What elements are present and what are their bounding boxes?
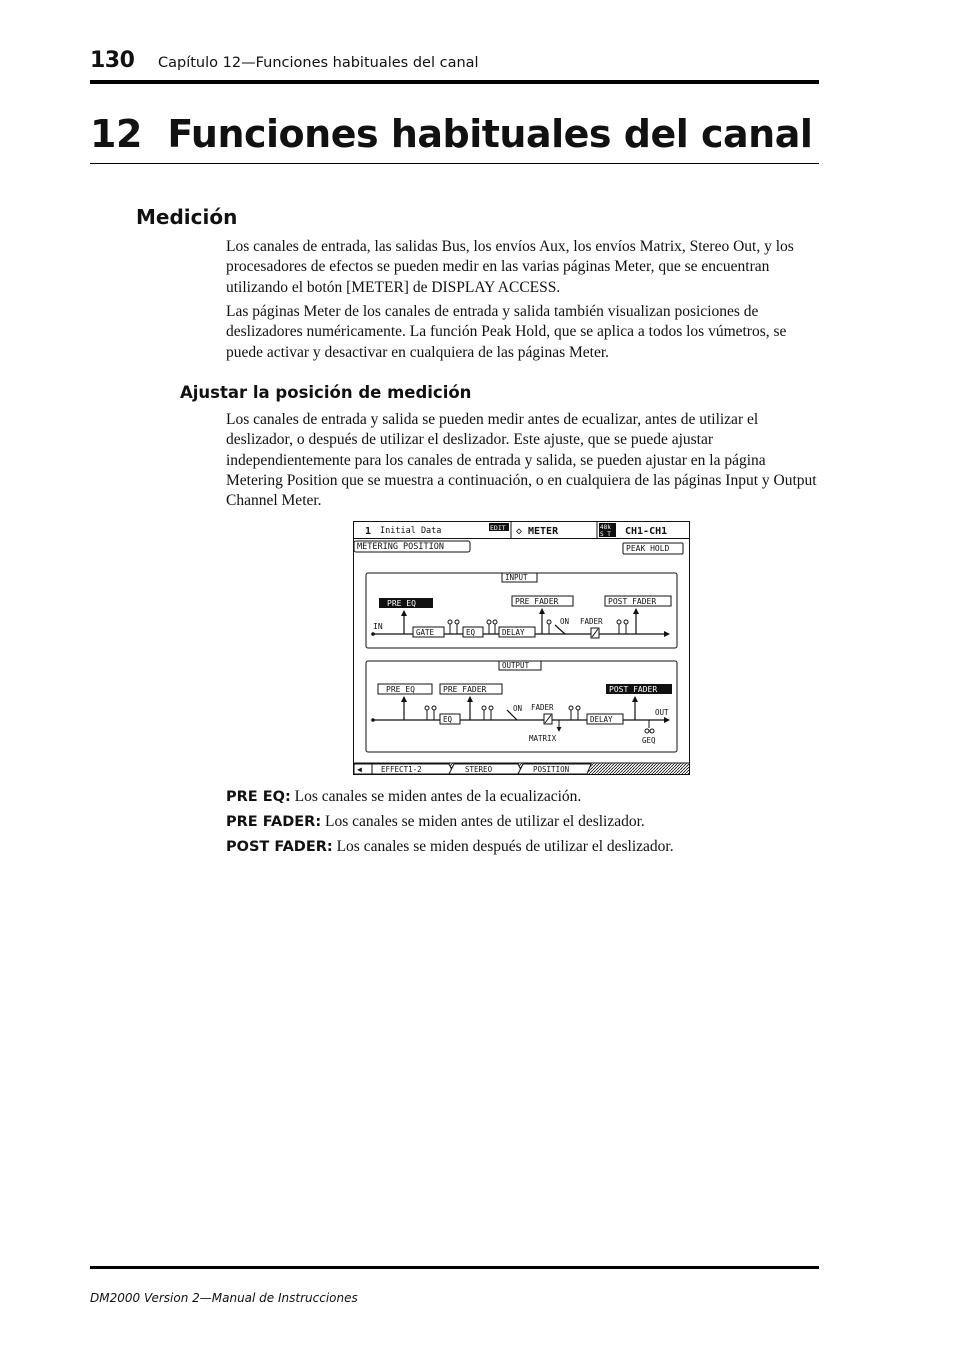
input-title: INPUT	[505, 573, 528, 582]
output-fader-label: FADER	[531, 703, 554, 712]
definition-list	[226, 787, 818, 862]
output-geq-label: GEQ	[642, 736, 656, 745]
output-pre-eq-label: PRE EQ	[386, 685, 415, 694]
definition-term: POST FADER:	[226, 839, 333, 855]
running-header: Capítulo 12—Funciones habituales del canal	[158, 55, 479, 71]
definition-post-fader	[226, 837, 818, 862]
tab-stereo-label: STEREO	[465, 765, 493, 774]
output-eq-label: EQ	[443, 715, 453, 724]
output-out-label: OUT	[655, 708, 669, 717]
scene-name: Initial Data	[380, 526, 442, 536]
rate-bottom: S T	[600, 531, 611, 538]
definition-pre-eq	[226, 787, 818, 812]
definition-term: PRE EQ:	[226, 789, 291, 805]
page-title: METER	[528, 526, 559, 537]
section-paragraph-2: Las páginas Meter de los canales de entrada y salida también visualizan posiciones de deslizadores numéricamente. La función Peak Hold, que se aplica a todos los vúmetros, se puede activar y desactivar en cualquiera de las páginas Meter.	[226, 303, 787, 361]
scroll-left-icon: ◀	[357, 765, 362, 774]
channel-label: CH1-CH1	[625, 526, 668, 537]
output-post-fader-label: POST FADER	[609, 685, 658, 694]
input-eq-label: EQ	[466, 628, 476, 637]
output-on-label: ON	[513, 704, 523, 713]
input-post-fader-label: POST FADER	[608, 597, 657, 606]
definition-term: PRE FADER:	[226, 814, 322, 830]
definition-text: Los canales se miden antes de utilizar el deslizador.	[325, 813, 645, 830]
section-paragraph-1: Los canales de entrada, las salidas Bus, los envíos Aux, los envíos Matrix, Stereo Out, y los procesadores de efectos se pueden medir en las varias páginas Meter, que se encuentran utilizando el botón [METER] de DISPLAY ACCESS.	[226, 238, 794, 296]
definition-text: Los canales se miden antes de la ecualización.	[294, 788, 582, 805]
metering-position-screen	[353, 521, 690, 775]
subsection-paragraph: Los canales de entrada y salida se pueden medir antes de ecualizar, antes de utilizar el deslizador, o después de utilizar el deslizador. Este ajuste, que se puede ajustar independientemente para los canales de entrada y salida, se pueden ajustar en la página Metering Position que se muestra a continuación, o en cualquiera de las páginas Input y Output Channel Meter.	[226, 411, 817, 510]
definition-text: Los canales se miden después de utilizar el deslizador.	[336, 838, 674, 855]
subsection-heading: Ajustar la posición de medición	[180, 383, 472, 402]
output-matrix-label: MATRIX	[529, 734, 557, 743]
header-rule	[90, 80, 819, 84]
output-title: OUTPUT	[502, 661, 530, 670]
peak-hold-label: PEAK HOLD	[626, 544, 670, 553]
metering-position-label: METERING POSITION	[357, 542, 444, 552]
output-pre-fader-label: PRE FADER	[443, 685, 487, 694]
chapter-title: 12 Funciones habituales del canal	[90, 112, 813, 156]
input-pre-eq-label: PRE EQ	[387, 599, 416, 608]
input-gate-label: GATE	[416, 628, 435, 637]
edit-badge: EDIT	[490, 524, 506, 532]
tab-effect-label: EFFECT1-2	[381, 765, 422, 774]
footer-text: DM2000 Version 2—Manual de Instrucciones	[90, 1291, 358, 1305]
input-delay-label: DELAY	[502, 628, 525, 637]
input-pre-fader-label: PRE FADER	[515, 597, 559, 606]
definition-pre-fader	[226, 812, 818, 837]
chapter-rule	[90, 163, 819, 164]
scene-number: 1	[365, 526, 372, 537]
diamond-icon: ◇	[516, 526, 523, 537]
input-in-label: IN	[373, 622, 383, 631]
section-heading: Medición	[136, 205, 238, 229]
rate-top: 48k	[600, 524, 611, 531]
page-number: 130	[90, 48, 135, 73]
footer-rule	[90, 1266, 819, 1269]
tab-position-label: POSITION	[533, 765, 570, 774]
input-on-label: ON	[560, 617, 570, 626]
input-fader-label: FADER	[580, 617, 603, 626]
output-delay-label: DELAY	[590, 715, 613, 724]
